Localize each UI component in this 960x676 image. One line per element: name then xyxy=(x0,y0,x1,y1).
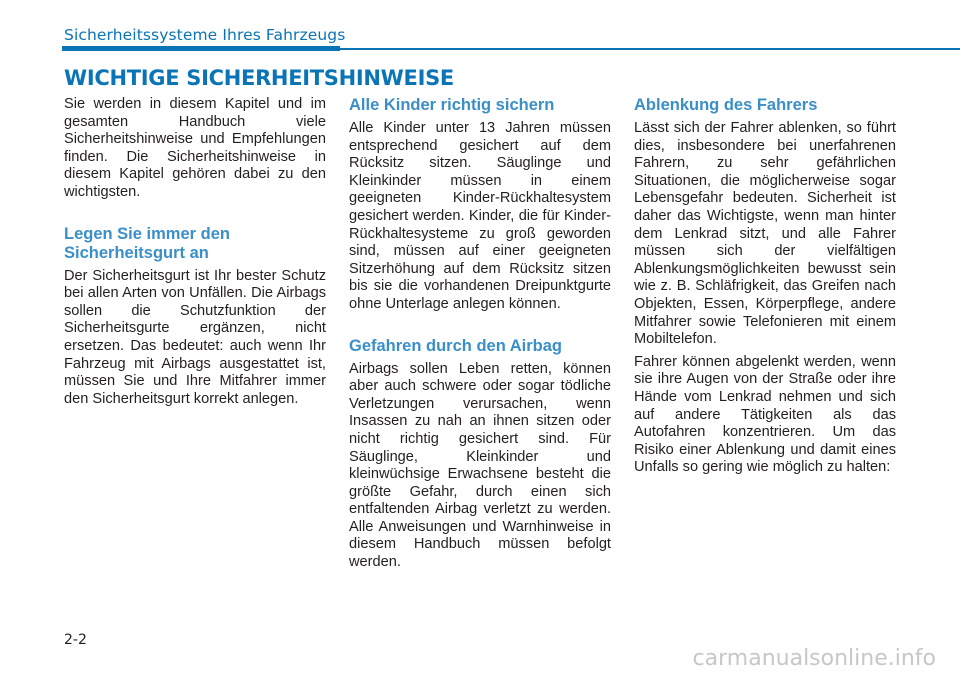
distraction-heading: Ablenkung des Fahrers xyxy=(634,96,818,114)
header-rule-thick xyxy=(62,46,340,51)
seatbelt-heading: Legen Sie immer den Sicherheitsgurt an xyxy=(64,224,230,262)
main-heading: WICHTIGE SICHERHEITSHINWEISE xyxy=(64,66,454,90)
header-rule-thin xyxy=(340,48,960,50)
page-number: 2-2 xyxy=(64,632,87,648)
section-title: Sicherheitssysteme Ihres Fahrzeugs xyxy=(64,26,346,44)
airbag-heading: Gefahren durch den Airbag xyxy=(349,336,563,355)
column-1 xyxy=(64,96,326,408)
intro-paragraph: Sie werden in diesem Kapitel und im gesamten Handbuch viele Sicherheitshinweise und Empfehlungen finden. Die Sicherheitshinweise in diesem Kapitel gehören dabei zu den wichtigsten. xyxy=(64,96,326,200)
seatbelt-paragraph: Der Sicherheitsgurt ist Ihr bester Schutz bei allen Arten von Unfällen. Die Airbags sollen die Schutzfunktion der Sicherheitsgurte ergänzen, nicht ersetzen. Das bedeutet: auch wenn Ihr Fahrzeug mit Airbags ausgestattet ist, müssen Sie und Ihre Mitfahrer immer den Sicherheitsgurt korrekt anlegen. xyxy=(64,267,326,407)
distraction-paragraph-1: Lässt sich der Fahrer ablenken, so führt dies, insbesondere bei unerfahrenen Fahrern, zu sehr gefährlichen Situationen, die möglicherweise sogar Lebensgefahr bedeuten. Sicherheit ist daher das Wichtigste, wenn man hinter dem Lenkrad sitzt, und alle Fahrer müssen sich der vielfältigen Ablenkungsmöglichkeiten bewusst sein wie z. B. Schläfrigkeit, das Greifen nach Objekten, Essen, Körperpflege, andere Mitfahrer sowie Telefonieren mit einem Mobiltelefon. xyxy=(634,120,896,348)
children-heading: Alle Kinder richtig sichern xyxy=(349,96,555,114)
children-paragraph: Alle Kinder unter 13 Jahren müssen entsprechend gesichert auf dem Rücksitz sitzen. Säuglinge und Kleinkinder müssen in einem geeigneten Kinder-Rückhaltesystem gesichert werden. Kinder, die für Kinder-Rückhaltesysteme zu groß geworden sind, müssen auf einer geeigneten Sitzerhöhung auf dem Rücksitz sitzen bis sie die vorhandenen Dreipunktgurte ohne Unterlage anlegen können. xyxy=(349,120,611,312)
column-2 xyxy=(349,96,611,572)
column-3 xyxy=(634,96,896,477)
distraction-paragraph-2: Fahrer können abgelenkt werden, wenn sie ihre Augen von der Straße oder ihre Hände vom Lenkrad nehmen und sich auf andere Tätigkeiten als das Autofahren konzentrieren. Um das Risiko einer Ablenkung und damit eines Unfalls so gering wie möglich zu halten: xyxy=(634,353,896,476)
airbag-paragraph: Airbags sollen Leben retten, können aber auch schwere oder sogar tödliche Verletzungen verursachen, wenn Insassen zu nah an ihnen sitzen oder nicht richtig gesichert sind. Für Säuglinge, Kleinkinder und kleinwüchsige Erwachsene besteht die größte Gefahr, durch einen sich entfaltenden Airbag verletzt zu werden. Alle Anweisungen und Warnhinweise in diesem Handbuch müssen befolgt werden. xyxy=(349,360,611,571)
watermark: carmanualsonline.info xyxy=(692,646,936,671)
